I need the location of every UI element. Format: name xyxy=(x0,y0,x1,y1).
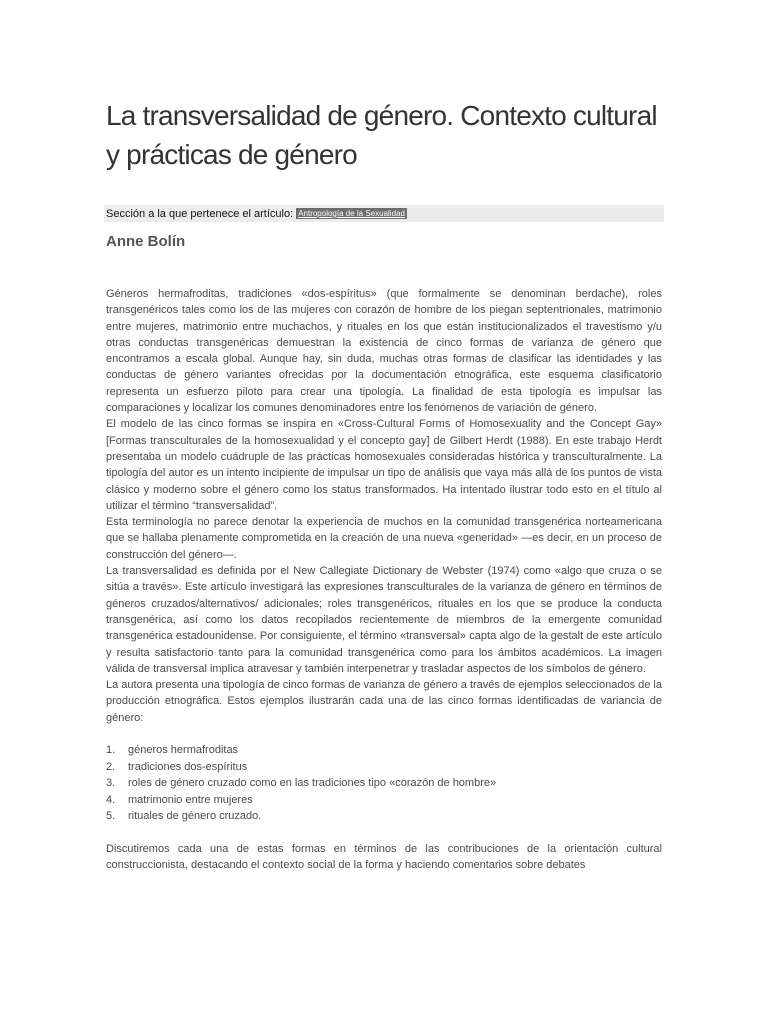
list-number: 4. xyxy=(106,793,116,806)
paragraph: El modelo de las cinco formas se inspira en «Cross-Cultural Forms of Homosexuality and the Concept Gay» [Formas transculturales de la homosexualidad y el concepto gay] de Gilbert Herdt (1988). En este trabajo Herdt presentaba un modelo cuádruple de las prácticas homosexuales consideradas histórica y transculturalmente. La tipología del autor es un intento incipiente de impulsar un tipo de análisis que vaya más allá de los puntos de vista clásico y moderno sobre el género como los status transformados. Ha intentado ilustrar todo esto en el título al utilizar el término “transversalidad”. xyxy=(106,418,662,512)
section-bar xyxy=(104,205,664,222)
gender-forms-list xyxy=(106,742,662,825)
list-text: matrimonio entre mujeres xyxy=(128,793,253,806)
list-text: rituales de género cruzado. xyxy=(128,810,262,823)
list-text: géneros hermafroditas xyxy=(128,744,239,757)
list-text: roles de género cruzado como en las tradiciones tipo «corazón de hombre» xyxy=(128,777,497,790)
article-body xyxy=(106,286,662,873)
list-item xyxy=(106,742,662,759)
article-title: La transversalidad de género. Contexto cultural y prácticas de género xyxy=(106,100,657,170)
list-text: tradiciones dos-espíritus xyxy=(128,760,248,773)
list-number: 1. xyxy=(106,744,116,757)
paragraph: Esta terminología no parece denotar la experiencia de muchos en la comunidad transgenérica norteamericana que se hallaba plenamente comprometida en la creación de una nueva «generidad» —es decir, en un proceso de construcción del género—. xyxy=(106,516,662,561)
list-number: 5. xyxy=(106,810,116,823)
list-item xyxy=(106,792,662,809)
paragraph: La autora presenta una tipología de cinco formas de varianza de género a través de ejemplos seleccionados de la producción etnográfica. Estos ejemplos ilustrarán cada una de las cinco formas identificadas de variancia de género: xyxy=(106,679,662,724)
paragraph: La transversalidad es definida por el New Callegiate Dictionary de Webster (1974) como «algo que cruza o se sitúa a través». Este artículo investigará las expresiones transculturales de la varianza de género en términos de géneros cruzados/alternativos/ adicionales; roles transgenéricos, rituales en los que se produce la conducta transgenérica, así como los datos recopilados recientemente de miembros de la emergente comunidad transgenérica estadounidense. Por consiguiente, el término «transversal» capta algo de la gestalt de este artículo y resulta satisfactorio tanto para la comunidad transgenérica como para los ámbitos académicos. La imagen válida de transversal implica atravesar y también interpenetrar y trasladar aspectos de los símbolos de género. xyxy=(106,565,662,675)
author-name: Anne Bolín xyxy=(106,233,186,250)
list-item xyxy=(106,759,662,776)
section-label: Sección a la que pertenece el artículo: xyxy=(106,208,297,220)
section-link[interactable]: Antropología de la Sexualidad xyxy=(298,209,405,218)
paragraph: Géneros hermafroditas, tradiciones «dos-espíritus» (que formalmente se denominan berdache), roles transgenéricos tales como los de las mujeres con corazón de hombre de los piegan septentrionales, matrimonio entre mujeres, matrimonio entre muchachos, y rituales en los que están institucionalizados el travestismo y/u otras conductas transgenéricas demuestran la existencia de cinco formas de varianza de género que encontramos a escala global. Aunque hay, sin duda, muchas otras formas de clasificar las identidades y las conductas de género variantes ofrecidas por la documentación etnográfica, este esquema clasificatorio representa un esfuerzo piloto para crear una tipología. La finalidad de esta tipología es impulsar las comparaciones y localizar los comunes denominadores entre los fenómenos de variación de género. xyxy=(106,288,662,415)
list-number: 2. xyxy=(106,760,116,773)
list-item xyxy=(106,775,662,792)
list-number: 3. xyxy=(106,777,116,790)
list-item xyxy=(106,808,662,825)
closing-paragraph: Discutiremos cada una de estas formas en términos de las contribuciones de la orientación cultural construccionista, destacando el contexto social de la forma y haciendo comentarios sobre debates xyxy=(106,842,662,871)
